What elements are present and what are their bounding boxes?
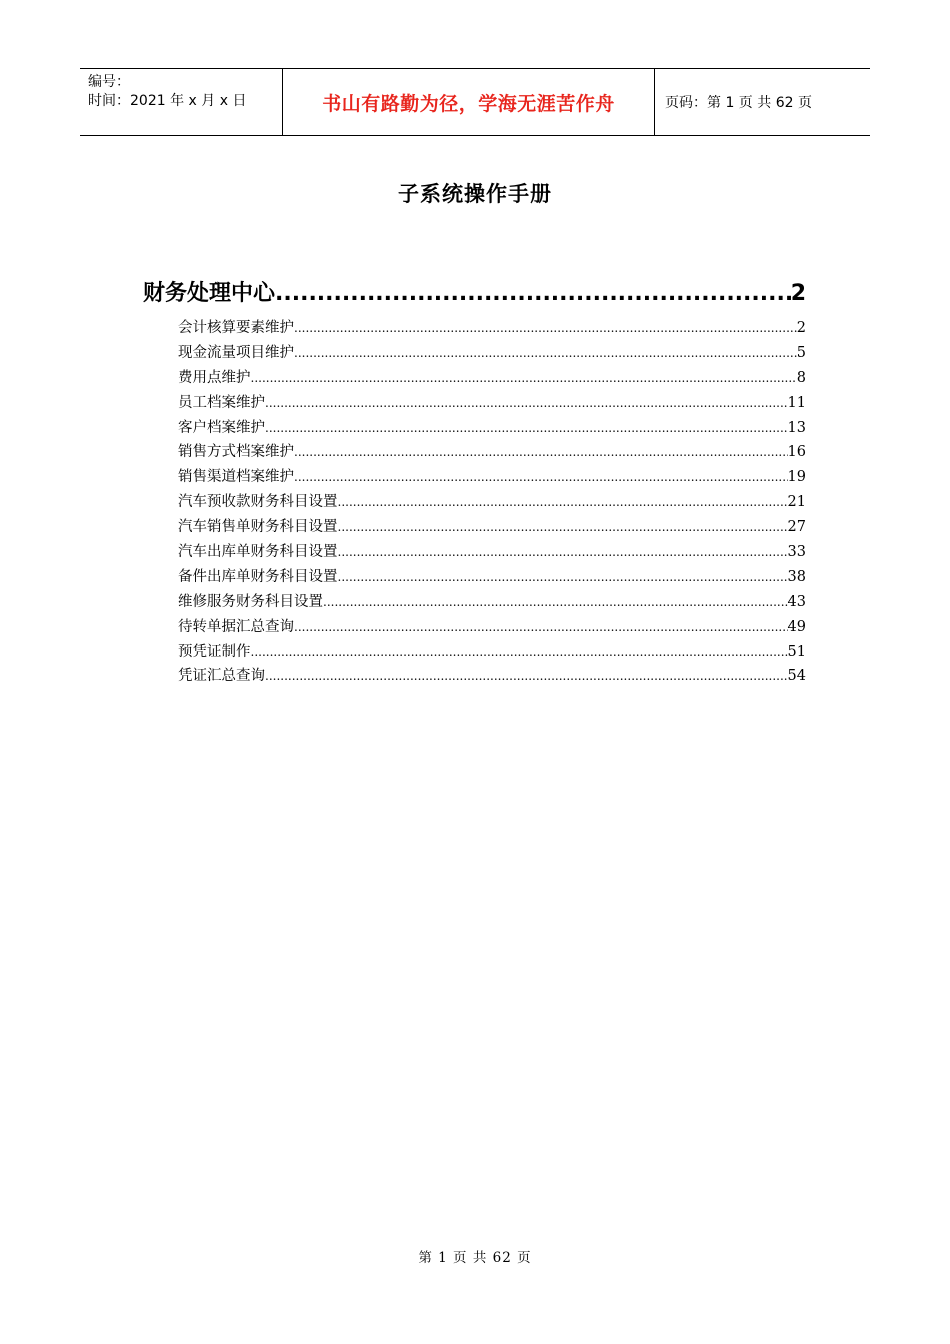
toc-leader-dots [251, 640, 788, 665]
toc-item-label: 维修服务财务科目设置 [178, 593, 323, 610]
toc-item[interactable] [178, 316, 806, 341]
toc-item-label: 销售渠道档案维护 [178, 469, 294, 486]
toc-leader-dots [294, 341, 797, 366]
toc-item-page: 19 [787, 469, 806, 486]
toc-main-label: 财务处理中心 [143, 281, 276, 306]
toc-item[interactable] [178, 341, 806, 366]
header-time-label: 时间：2021 年 x 月 x 日 [88, 93, 247, 109]
toc-item-label: 备件出库单财务科目设置 [178, 568, 338, 585]
toc-list [143, 316, 806, 689]
toc-item-page: 51 [787, 643, 806, 660]
page-footer: 第 1 页 共 62 页 [418, 1250, 532, 1266]
toc-leader-dots [338, 565, 788, 590]
toc-item-page: 43 [787, 593, 806, 610]
toc-leader-dots [294, 440, 788, 465]
toc-item-label: 预凭证制作 [178, 643, 251, 660]
toc-item-label: 费用点维护 [178, 369, 251, 386]
document-title: 子系统操作手册 [398, 182, 552, 206]
toc-item-page: 2 [796, 320, 806, 336]
toc-item-page: 33 [787, 544, 806, 561]
toc-item-page: 11 [787, 394, 806, 411]
toc-main-entry[interactable] [143, 276, 806, 312]
toc-item[interactable] [178, 490, 806, 515]
toc-item-page: 16 [787, 444, 806, 461]
toc-item-page: 13 [787, 419, 806, 436]
header-number-label: 编号： [88, 74, 130, 90]
toc-item-label: 现金流量项目维护 [178, 344, 294, 361]
toc-leader-dots [323, 590, 788, 615]
toc-item-page: 49 [787, 618, 806, 635]
toc-item-page: 5 [796, 344, 806, 361]
header-page-info: 页码：第 1 页 共 62 页 [665, 95, 812, 111]
toc-leader-dots [265, 416, 788, 441]
toc-item[interactable] [178, 391, 806, 416]
toc-item-label: 汽车出库单财务科目设置 [178, 544, 338, 561]
toc-item[interactable] [178, 366, 806, 391]
page-header [80, 68, 870, 136]
toc-item[interactable] [178, 615, 806, 640]
toc-item-label: 待转单据汇总查询 [178, 618, 294, 635]
toc-main-page: 2 [790, 281, 806, 306]
toc-leader-dots [294, 316, 797, 341]
toc-item-label: 汽车预收款财务科目设置 [178, 494, 338, 511]
toc-item[interactable] [178, 465, 806, 490]
toc-leader-dots [338, 515, 788, 540]
toc-leader-dots [265, 664, 788, 689]
toc-item[interactable] [178, 640, 806, 665]
toc-leader-dots [294, 465, 788, 490]
toc-item-label: 凭证汇总查询 [178, 668, 265, 685]
toc-item-label: 员工档案维护 [178, 394, 265, 411]
toc-leader-dots [275, 281, 791, 306]
toc-item-page: 21 [787, 494, 806, 511]
toc-item[interactable] [178, 440, 806, 465]
header-motto: 书山有路勤为径，学海无涯苦作舟 [282, 69, 655, 135]
toc-item-page: 38 [787, 568, 806, 585]
toc-leader-dots [251, 366, 797, 391]
toc-leader-dots [294, 615, 788, 640]
header-meta [80, 69, 282, 135]
toc-item-label: 汽车销售单财务科目设置 [178, 519, 338, 536]
toc-item[interactable] [178, 590, 806, 615]
toc-item[interactable] [178, 515, 806, 540]
toc-leader-dots [338, 540, 788, 565]
toc-item[interactable] [178, 664, 806, 689]
toc-item-label: 会计核算要素维护 [178, 320, 294, 336]
toc-item-label: 客户档案维护 [178, 419, 265, 436]
table-of-contents [143, 276, 806, 689]
toc-item[interactable] [178, 416, 806, 441]
toc-item[interactable] [178, 565, 806, 590]
toc-item[interactable] [178, 540, 806, 565]
toc-leader-dots [265, 391, 788, 416]
toc-item-page: 54 [787, 668, 806, 685]
toc-leader-dots [338, 490, 788, 515]
toc-item-page: 8 [796, 369, 806, 386]
toc-item-page: 27 [787, 519, 806, 536]
toc-item-label: 销售方式档案维护 [178, 444, 294, 461]
